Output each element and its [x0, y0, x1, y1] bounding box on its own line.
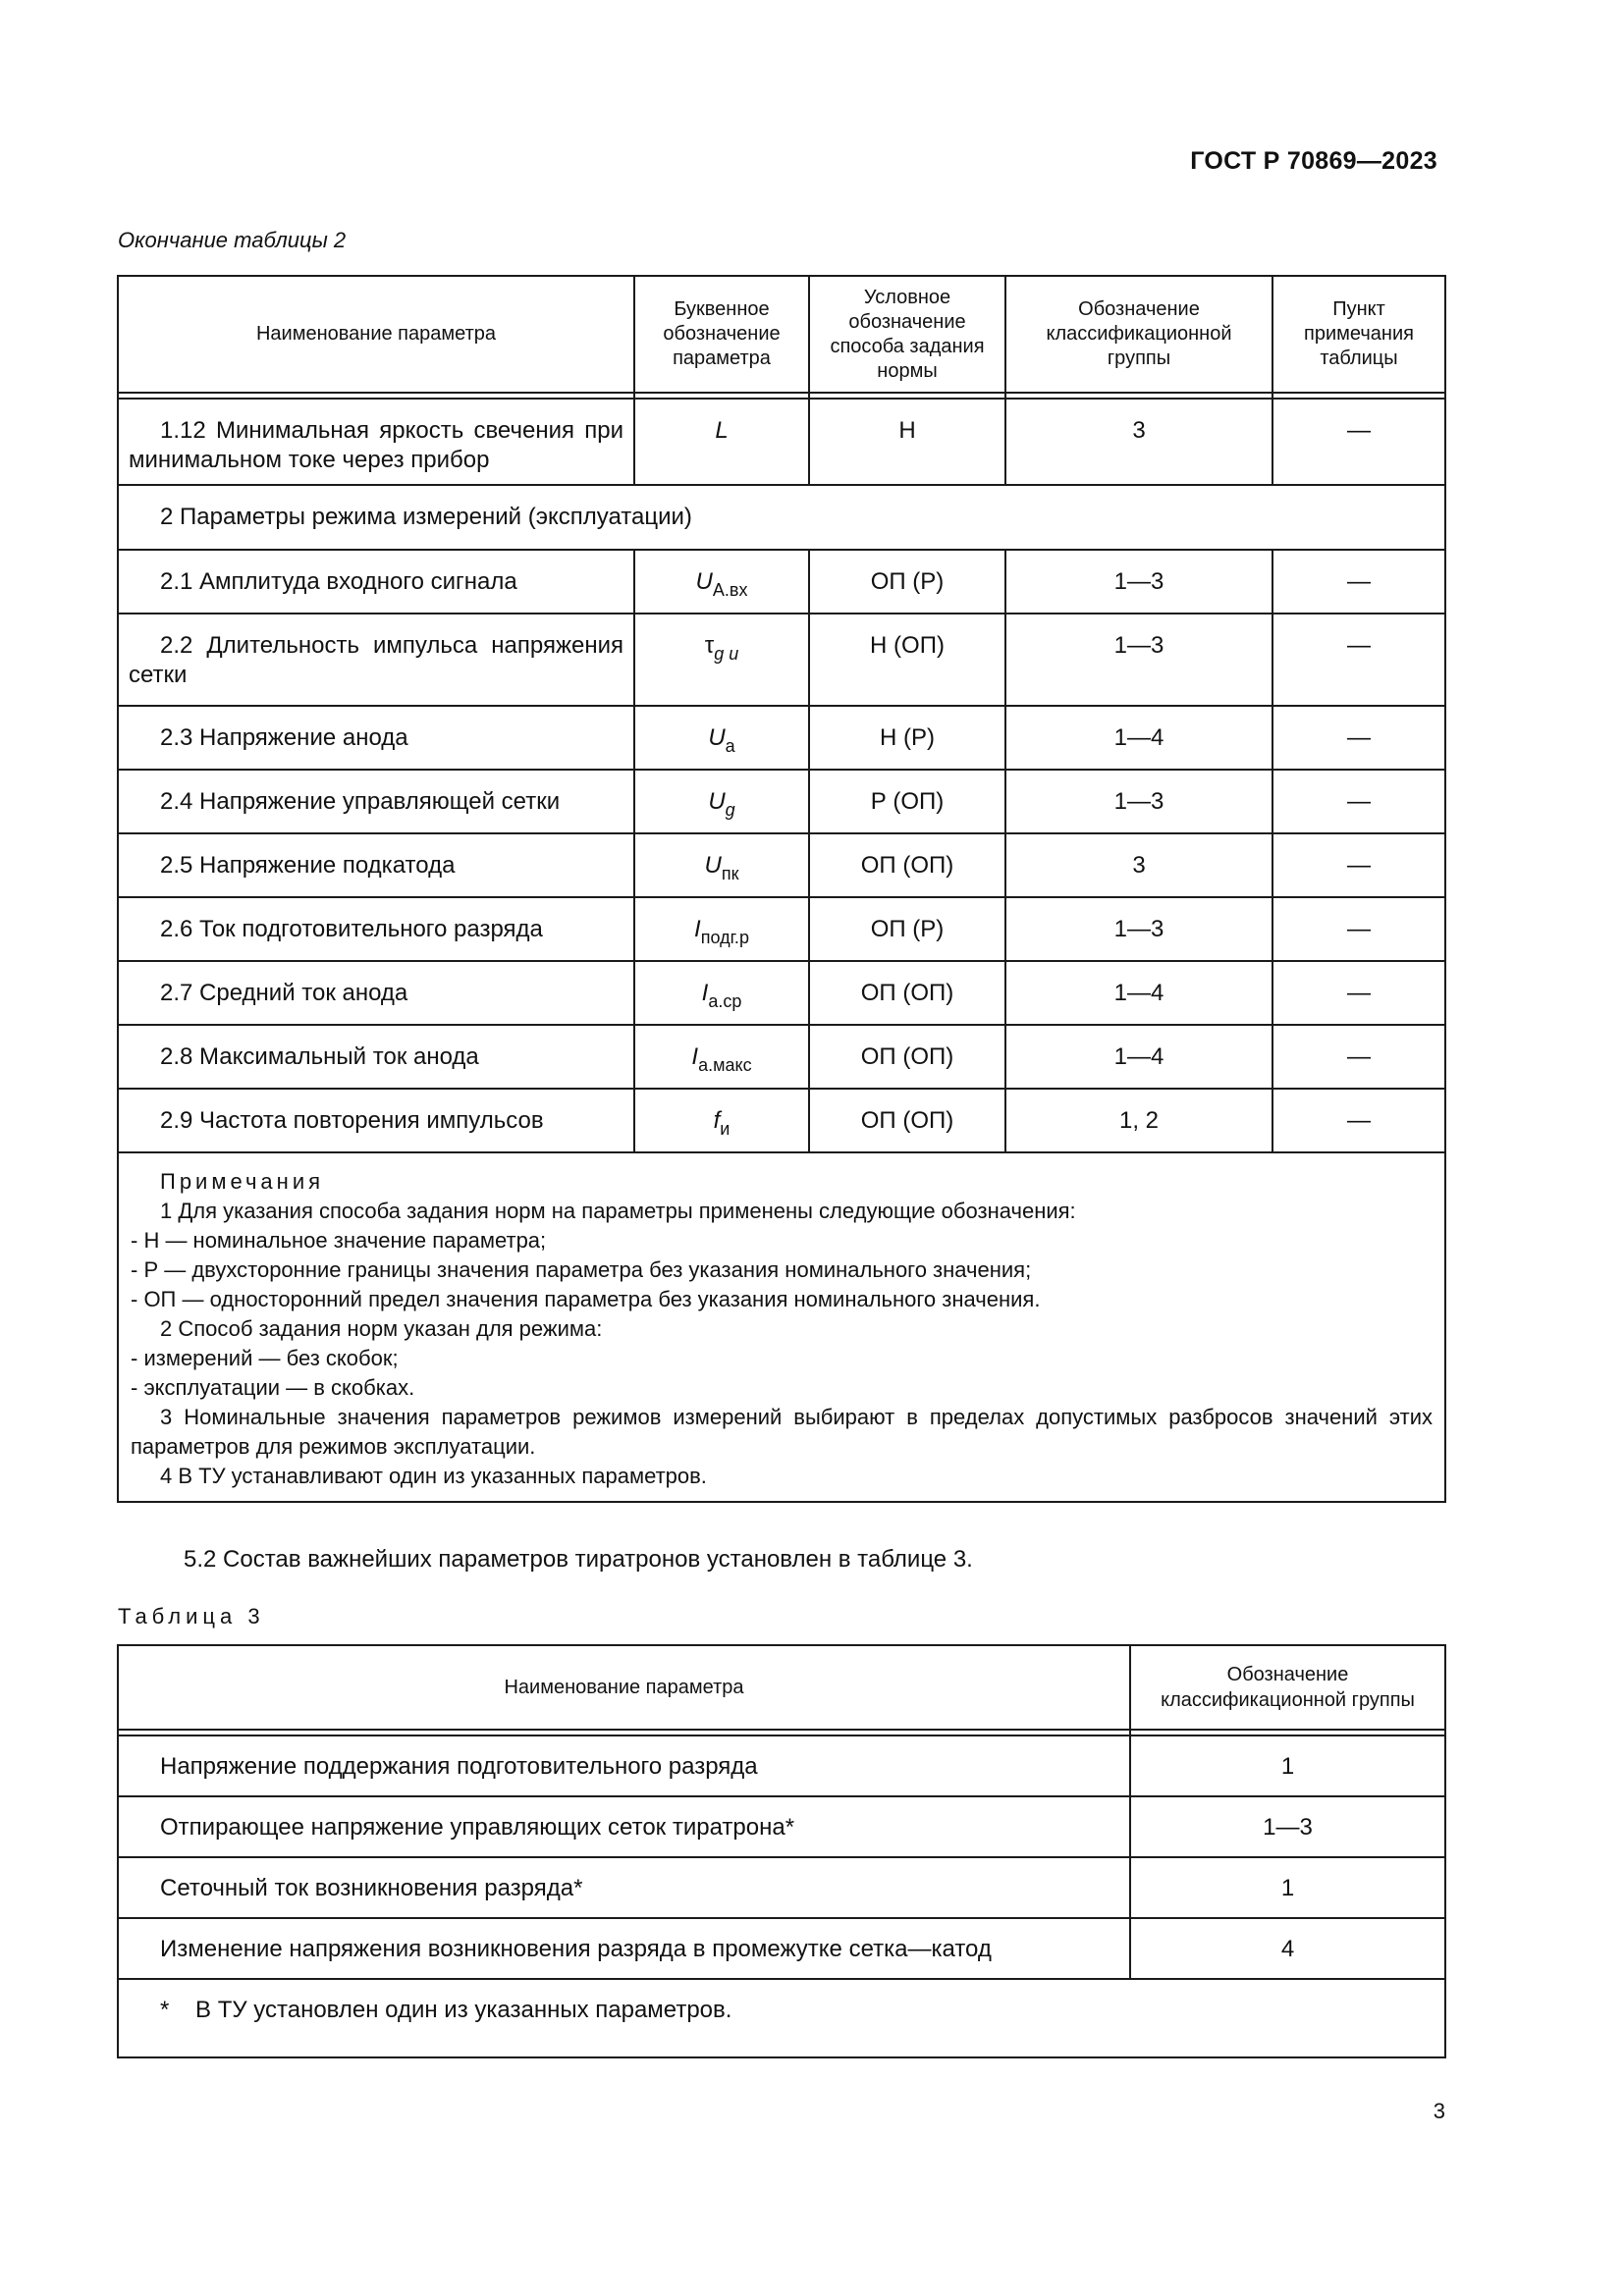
note-item: - ОП — односторонний предел значения параметра без указания номинального значения.: [131, 1287, 1041, 1311]
column-header: Наименование параметра: [118, 1645, 1130, 1730]
param-symbol: $U_{А.вх}$: [634, 550, 809, 614]
param-symbol: L: [634, 399, 809, 485]
note-ref: —: [1272, 550, 1445, 614]
param-name: Сеточный ток возникновения разряда*: [118, 1857, 1130, 1918]
note-item: 3 Номинальные значения параметров режимов измерений выбирают в пределах допустимых разбросов значений этих параметров для режимов эксплуатации.: [131, 1405, 1433, 1459]
note-ref: —: [1272, 706, 1445, 770]
note-item: - Н — номинальное значение параметра;: [131, 1228, 547, 1253]
table-row: [118, 550, 1445, 614]
class-group: 1—3: [1005, 897, 1272, 961]
page-number: 3: [1433, 2099, 1445, 2123]
section-title: 2 Параметры режима измерений (эксплуатации): [118, 485, 1445, 550]
param-name: 2.4 Напряжение управляющей сетки: [118, 770, 634, 833]
notes-heading: Примечания: [160, 1169, 325, 1194]
section-paragraph: 5.2 Состав важнейших параметров тиратронов установлен в таблице 3.: [184, 1546, 973, 1573]
class-group: 1—3: [1130, 1796, 1445, 1857]
class-group: 1: [1130, 1735, 1445, 1796]
table-row: [118, 706, 1445, 770]
table-2: [117, 275, 1446, 1503]
norm-method: ОП (ОП): [809, 833, 1005, 897]
section-row: [118, 485, 1445, 550]
param-name: Изменение напряжения возникновения разряда в промежутке сетка—катод: [118, 1918, 1130, 1979]
column-header: Буквенное обозначение параметра: [634, 276, 809, 393]
class-group: 1—4: [1005, 1025, 1272, 1089]
param-symbol: $I_{подг.р}$: [634, 897, 809, 961]
footnote-mark: *: [160, 1997, 170, 2023]
norm-method: ОП (ОП): [809, 1089, 1005, 1152]
param-symbol: $U_g$: [634, 770, 809, 833]
norm-method: ОП (ОП): [809, 1025, 1005, 1089]
param-symbol: $U_{пк}$: [634, 833, 809, 897]
table-row: [118, 399, 1445, 485]
note-ref: —: [1272, 614, 1445, 706]
note-item: 4 В ТУ устанавливают один из указанных параметров.: [160, 1464, 707, 1488]
class-group: 1—4: [1005, 961, 1272, 1025]
column-header: Пункт примечания таблицы: [1272, 276, 1445, 393]
note-item: 2 Способ задания норм указан для режима:: [160, 1316, 603, 1341]
table-row: [118, 614, 1445, 706]
norm-method: Н (ОП): [809, 614, 1005, 706]
param-name: Отпирающее напряжение управляющих сеток тиратрона*: [118, 1796, 1130, 1857]
note-item: - измерений — без скобок;: [131, 1346, 399, 1370]
norm-method: Р (ОП): [809, 770, 1005, 833]
note-ref: —: [1272, 961, 1445, 1025]
notes-row: [118, 1152, 1445, 1502]
class-group: 1—3: [1005, 770, 1272, 833]
column-header: Обозначение классификационной группы: [1130, 1645, 1445, 1730]
notes-block: [118, 1152, 1445, 1502]
norm-method: ОП (ОП): [809, 961, 1005, 1025]
table-row: [118, 961, 1445, 1025]
table-row: [118, 1735, 1445, 1796]
footnote-text: В ТУ установлен один из указанных параметров.: [195, 1997, 732, 2023]
note-ref: —: [1272, 833, 1445, 897]
norm-method: ОП (Р): [809, 550, 1005, 614]
param-name: 2.9 Частота повторения импульсов: [118, 1089, 634, 1152]
note-ref: —: [1272, 1089, 1445, 1152]
param-name: 2.7 Средний ток анода: [118, 961, 634, 1025]
table-row: [118, 1857, 1445, 1918]
footnote-row: [118, 1979, 1445, 2057]
norm-method: Н: [809, 399, 1005, 485]
note-item: - Р — двухсторонние границы значения параметра без указания номинального значения;: [131, 1257, 1032, 1282]
note-item: - эксплуатации — в скобках.: [131, 1375, 415, 1400]
param-name: 2.3 Напряжение анода: [118, 706, 634, 770]
param-name: 1.12 Минимальная яркость свечения при минимальном токе через прибор: [118, 399, 634, 485]
table-row: [118, 1796, 1445, 1857]
class-group: 1: [1130, 1857, 1445, 1918]
norm-method: ОП (Р): [809, 897, 1005, 961]
standard-designation: ГОСТ Р 70869—2023: [1190, 147, 1437, 175]
table-caption: Таблица 3: [118, 1604, 265, 1629]
param-symbol: $I_{а.макс}$: [634, 1025, 809, 1089]
param-name: 2.2 Длительность импульса напряжения сетки: [118, 614, 634, 706]
param-symbol: $I_{а.ср}$: [634, 961, 809, 1025]
class-group: 1—4: [1005, 706, 1272, 770]
table-3: [117, 1644, 1446, 2058]
table-caption: Окончание таблицы 2: [118, 228, 347, 252]
class-group: 4: [1130, 1918, 1445, 1979]
param-name: 2.1 Амплитуда входного сигнала: [118, 550, 634, 614]
class-group: 3: [1005, 833, 1272, 897]
table-row: [118, 833, 1445, 897]
footnote: [118, 1979, 1445, 2057]
class-group: 1—3: [1005, 550, 1272, 614]
param-symbol: $\tau_{g и}$: [634, 614, 809, 706]
param-name: 2.5 Напряжение подкатода: [118, 833, 634, 897]
param-symbol: $U_а$: [634, 706, 809, 770]
column-header: Наименование параметра: [118, 276, 634, 393]
note-item: 1 Для указания способа задания норм на параметры применены следующие обозначения:: [160, 1199, 1076, 1223]
param-symbol: $f_и$: [634, 1089, 809, 1152]
class-group: 1, 2: [1005, 1089, 1272, 1152]
table-row: [118, 1025, 1445, 1089]
class-group: 3: [1005, 399, 1272, 485]
table-row: [118, 1918, 1445, 1979]
param-name: Напряжение поддержания подготовительного разряда: [118, 1735, 1130, 1796]
param-name: 2.6 Ток подготовительного разряда: [118, 897, 634, 961]
note-ref: —: [1272, 399, 1445, 485]
note-ref: —: [1272, 897, 1445, 961]
column-header: Условное обозначение способа задания нормы: [809, 276, 1005, 393]
table-row: [118, 1089, 1445, 1152]
table-row: [118, 897, 1445, 961]
table-row: [118, 770, 1445, 833]
norm-method: Н (Р): [809, 706, 1005, 770]
note-ref: —: [1272, 1025, 1445, 1089]
param-name: 2.8 Максимальный ток анода: [118, 1025, 634, 1089]
note-ref: —: [1272, 770, 1445, 833]
column-header: Обозначение классификационной группы: [1005, 276, 1272, 393]
class-group: 1—3: [1005, 614, 1272, 706]
